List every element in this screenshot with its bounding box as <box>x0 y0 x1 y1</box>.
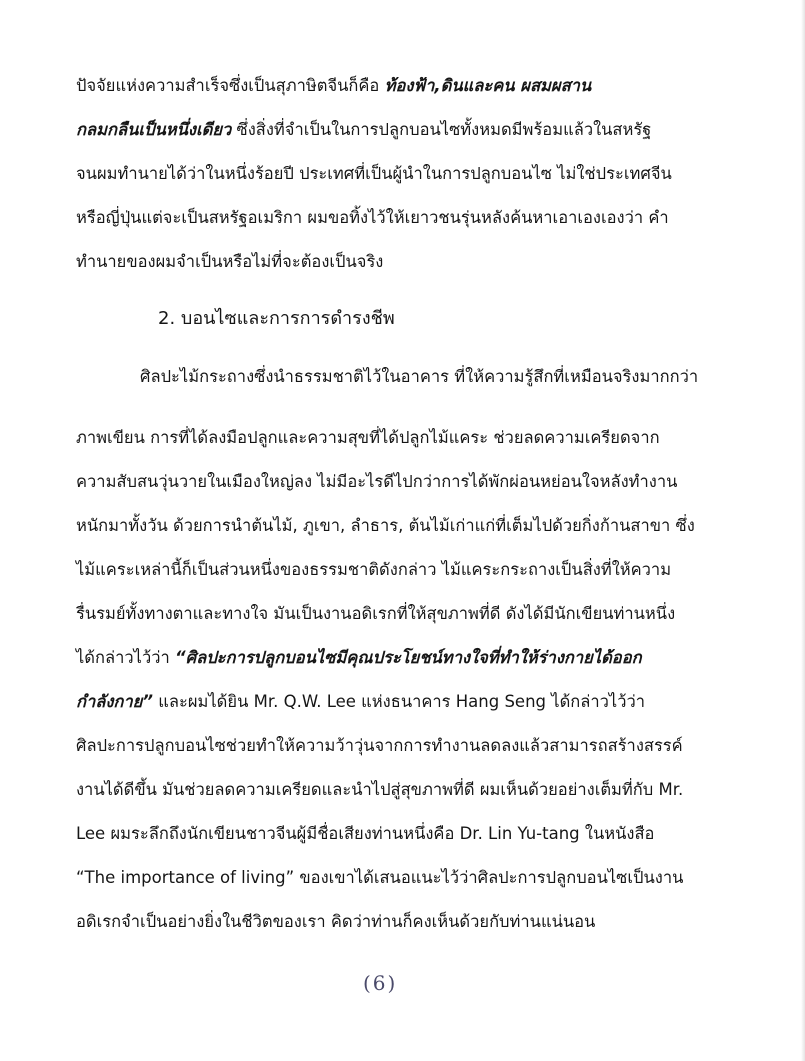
text-line <box>76 690 645 714</box>
text-line: งานได้ดีขึ้น มันช่วยลดความเครียดและนำไปสู่สุขภาพที่ดี ผมเห็นด้วยอย่างเต็มที่กับ Mr. <box>76 780 684 799</box>
text-line: Lee ผมระลึกถึงนักเขียนชาวจีนผู้มีชื่อเสียงท่านหนึ่งคือ Dr. Lin Yu-tang ในหนังสือ <box>76 824 655 843</box>
text-line: ไม้แคระเหล่านี้ก็เป็นส่วนหนึ่งของธรรมชาติดังกล่าว ไม้แคระกระถางเป็นสิ่งที่ให้ความ <box>76 560 672 579</box>
text-line: ภาพเขียน การที่ได้ลงมือปลูกและความสุขที่ได้ปลูกไม้แคระ ช่วยลดความเครียดจาก <box>76 428 660 447</box>
quote-text: “ศิลปะการปลูกบอนไซมีคุณประโยชน์ทางใจที่ทำให้ร่างกายได้ออก <box>174 648 642 667</box>
text-run: และผมได้ยิน Mr. Q.W. Lee แห่งธนาคาร Hang Seng ได้กล่าวไว้ว่า <box>152 692 646 711</box>
emphasis-text: กลมกลืนเป็นหนึ่งเดียว <box>76 120 232 139</box>
text-line: ศิลปะไม้กระถางซึ่งนำธรรมชาติไว้ในอาคาร ที่ให้ความรู้สึกที่เหมือนจริงมากกว่า <box>140 367 699 386</box>
text-line: “The importance of living” ของเขาได้เสนอแนะไว้ว่าศิลปะการปลูกบอนไซเป็นงาน <box>76 868 684 887</box>
text-line <box>76 646 642 670</box>
text-line: รื่นรมย์ทั้งทางตาและทางใจ มันเป็นงานอดิเรกที่ให้สุขภาพที่ดี ดังได้มีนักเขียนท่านหนึ่ง <box>76 604 676 623</box>
scan-edge-shadow <box>801 0 805 1061</box>
text-line: หรือญี่ปุ่นแต่จะเป็นสหรัฐอเมริกา ผมขอทิ้งไว้ให้เยาวชนรุ่นหลังค้นหาเอาเองเองว่า คำ <box>76 208 669 227</box>
text-run: ปัจจัยแห่งความสำเร็จซึ่งเป็นสุภาษิตจีนก็คือ <box>76 76 385 95</box>
quote-text: กำลังกาย” <box>76 692 153 711</box>
text-run: ซึ่งสิ่งที่จำเป็นในการปลูกบอนไซทั้งหมดมีพร้อมแล้วในสหรัฐ <box>231 120 652 139</box>
emphasis-text: ท้องฟ้า,ดินและคน ผสมผสาน <box>384 76 592 95</box>
text-line: จนผมทำนายได้ว่าในหนึ่งร้อยปี ประเทศที่เป็นผู้นำในการปลูกบอนไซ ไม่ใช่ประเทศจีน <box>76 164 672 183</box>
text-line: ทำนายของผมจำเป็นหรือไม่ที่จะต้องเป็นจริง <box>76 252 384 271</box>
text-line: อดิเรกจำเป็นอย่างยิ่งในชีวิตของเรา คิดว่าท่านก็คงเห็นด้วยกับท่านแน่นอน <box>76 912 596 931</box>
text-line <box>76 74 591 98</box>
page-number: (6) <box>363 971 398 995</box>
text-line: ความสับสนวุ่นวายในเมืองใหญ่ลง ไม่มีอะไรดีไปกว่าการได้พักผ่อนหย่อนใจหลังทำงาน <box>76 472 678 491</box>
section-heading: 2. บอนไซและการการดำรงชีพ <box>158 308 395 329</box>
text-line: หนักมาทั้งวัน ด้วยการนำต้นไม้, ภูเขา, ลำธาร, ต้นไม้เก่าแก่ที่เต็มไปด้วยกิ่งก้านสาขา ซึ่ง <box>76 516 695 535</box>
text-line: ศิลปะการปลูกบอนไซช่วยทำให้ความว้าวุ่นจากการทำงานลดลงแล้วสามารถสร้างสรรค์ <box>76 736 683 755</box>
text-run: ได้กล่าวไว้ว่า <box>76 648 175 667</box>
text-line <box>76 118 651 142</box>
